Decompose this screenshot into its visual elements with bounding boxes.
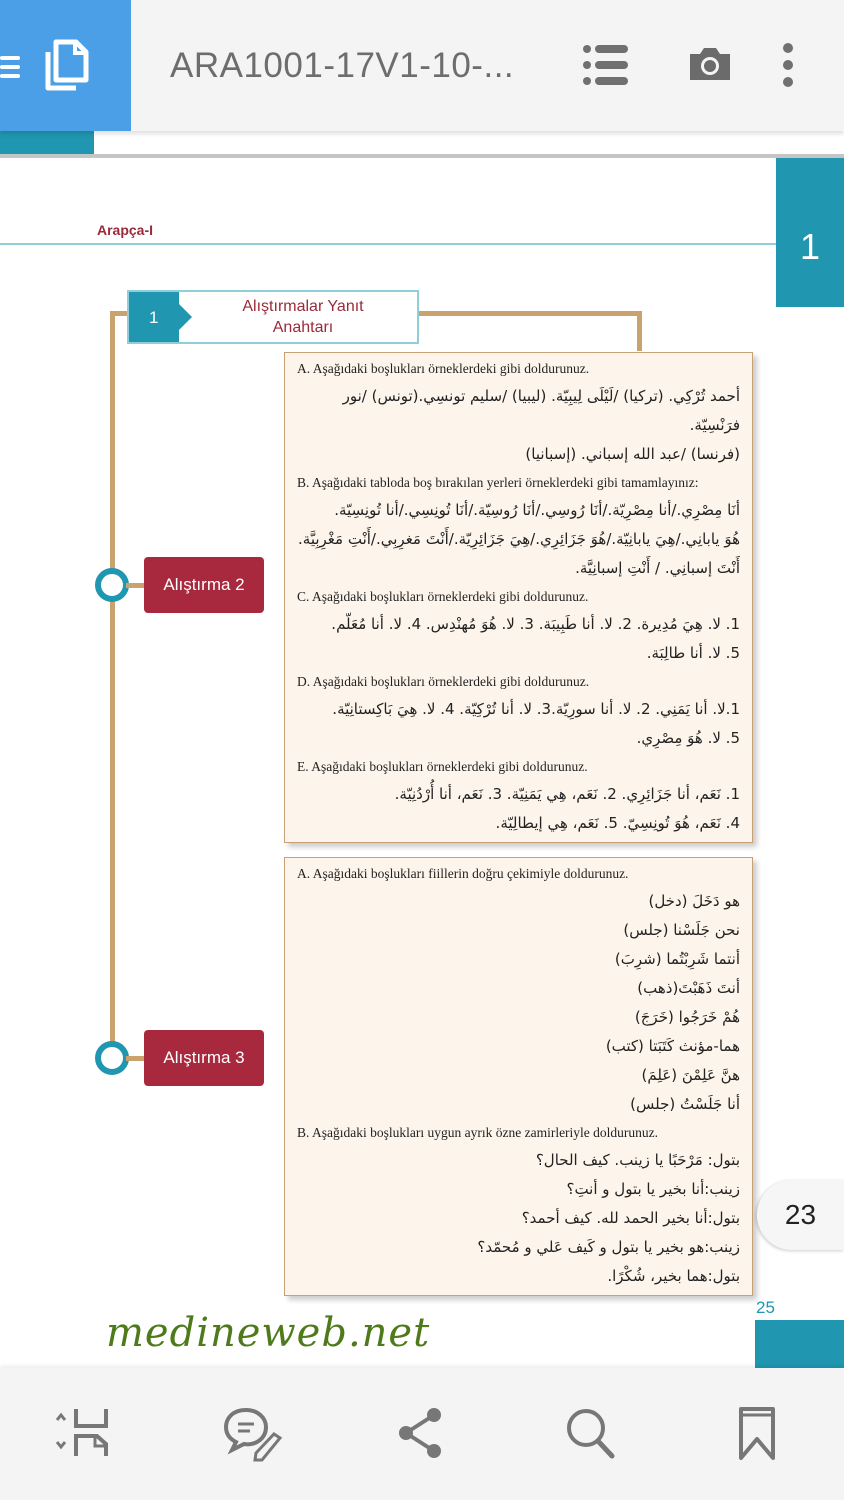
question-instruction: A. Aşağıdaki boşlukları örneklerdeki gibi doldurunuz. <box>297 361 590 376</box>
menu-icon[interactable] <box>0 56 20 78</box>
documents-icon <box>40 38 92 99</box>
printed-page-number: 25 <box>756 1298 775 1317</box>
arabic-answer-line: 5. لا. أنا طالِبَة. <box>646 644 740 662</box>
arabic-answer-line: هُمْ خَرَجُوا (خَرَجَ) <box>634 1008 740 1026</box>
arabic-answer-line: نحن جَلَسْنا (جلس) <box>623 921 740 939</box>
course-label: Arapça-I <box>97 222 154 238</box>
arabic-answer-line: هو دَخَلَ (دخل) <box>648 892 740 910</box>
bottom-toolbar <box>0 1368 844 1500</box>
page-mode-icon[interactable] <box>55 1406 109 1465</box>
section-number: 1 <box>129 292 179 342</box>
timeline-node <box>95 568 129 602</box>
section-title-line: Alıştırmalar Yanıt <box>242 298 364 315</box>
exercise-2-button[interactable]: Alıştırma 2 <box>144 557 264 613</box>
timeline-node <box>95 1041 129 1075</box>
arabic-answer-line: هنَّ عَلِمْنَ (عَلِمَ) <box>641 1066 740 1084</box>
question-instruction: A. Aşağıdaki boşlukları fiillerin doğru çekimiyle doldurunuz. <box>297 866 629 881</box>
arabic-answer-line: 1. لا. هِيَ مُدِيرة. 2. لا. أنا طَبِيبَة. 3. لا. هُوَ مُهنْدِس. 4. لا. أنا مُعَلّم. <box>331 615 740 633</box>
page-corner-decoration <box>755 1320 844 1368</box>
header-divider <box>0 243 776 245</box>
watermark: medineweb.net <box>106 1310 431 1356</box>
frame-line <box>110 311 115 1061</box>
arabic-answer-line: 1.لا. أنا يَمَنِي. 2. لا. أنا سورِيّة.3. لا. أنا تُرْكِيّة. 4. لا. هِيَ بَاكِستانِيّة. <box>332 700 740 718</box>
arabic-answer-line: أنتَ ذَهَبْتَ(ذهب) <box>637 979 740 997</box>
document-page <box>0 158 844 1368</box>
question-instruction: D. Aşağıdaki boşlukları örneklerdeki gibi doldurunuz. <box>297 674 590 689</box>
document-title: ARA1001-17V1-10-... <box>170 46 515 85</box>
top-app-bar <box>0 0 844 131</box>
annotate-icon[interactable] <box>222 1406 284 1467</box>
exercise-2-answer-box <box>284 352 753 843</box>
question-instruction: C. Aşağıdaki boşlukları örneklerdeki gibi doldurunuz. <box>297 589 589 604</box>
exercise-3-button[interactable]: Alıştırma 3 <box>144 1030 264 1086</box>
arabic-answer-line: زينب:هو بخير يا بتول و كَيف عَلي و مُحمّد؟ <box>477 1238 740 1256</box>
arabic-answer-line: أَنْتَ إسبانِي. / أَنْتِ إسبانِيَّة. <box>575 559 740 577</box>
arabic-answer-line: بتول: مَرْحَبًا يا زينب. كيف الحال؟ <box>535 1151 740 1169</box>
arabic-answer-line: أنَا مِصْرِي./أنا مِصْرِيّة./أنَا رُوسِي./أنَا رُوسِيّة./أنَا تُونِسِي./أنا تُونِسِيّة. <box>334 501 740 519</box>
arabic-answer-line: هما-مؤنث كَتَبَتا (كتب) <box>605 1037 740 1055</box>
question-instruction: B. Aşağıdaki boşlukları uygun ayrık özne zamirleriyle doldurunuz. <box>297 1125 659 1140</box>
section-title-line: Anahtarı <box>272 319 334 336</box>
camera-icon[interactable] <box>688 46 732 87</box>
section-title-box <box>127 290 419 344</box>
question-instruction: B. Aşağıdaki tabloda boş bırakılan yerleri örneklerdeki gibi tamamlayınız: <box>297 475 699 490</box>
arabic-answer-line: أنتما شَرِبْتُما (شرِبَ) <box>614 950 740 968</box>
arabic-answer-line: أحمد تُرْكِي. (تركيا) /لَيْلَى لِيبِيّة. (ليبيا) /سليم تونسِي.(تونس) /نور فرَنْسِيّة. <box>342 387 740 434</box>
documents-button[interactable] <box>0 0 131 131</box>
frame-line <box>637 311 642 351</box>
exercise-3-answer-box <box>284 857 753 1296</box>
share-icon[interactable] <box>396 1406 444 1465</box>
outline-list-icon[interactable] <box>582 40 630 95</box>
arabic-answer-line: بتول:أنا بخير الحمد لله. كيف أحمد؟ <box>521 1209 740 1227</box>
node-connector <box>126 1056 146 1061</box>
chapter-tab: 1 <box>776 158 844 307</box>
arabic-answer-line: 4. نَعَم، هُوَ تُونِسِيّ. 5. نَعَم، هِي إيطالِيّة. <box>495 814 740 832</box>
node-connector <box>126 583 146 588</box>
progress-strip <box>0 131 844 156</box>
arabic-answer-line: بتول:هما بخير، شُكْرًا. <box>607 1267 740 1285</box>
question-instruction: E. Aşağıdaki boşlukları örneklerdeki gibi doldurunuz. <box>297 759 588 774</box>
progress-indicator <box>0 131 94 154</box>
arabic-answer-line: 5. لا. هُوَ مِصْرِي. <box>636 729 740 747</box>
arabic-answer-line: (فرنسا) /عبد الله إسباني. (إسبانيا) <box>525 445 740 463</box>
arabic-answer-line: هُوَ يابانِي./هِيَ يابانِيّة./هُوَ جَزَائِرِي./هِيَ جَزَائِرِيّة./أَنْتَ مَغرِبِي./أَنْتِ مَغْرِبِيَّة. <box>298 530 740 548</box>
section-title <box>189 296 417 338</box>
current-page-indicator[interactable]: 23 <box>757 1180 844 1250</box>
arabic-answer-line: أنا جَلَسْتُ (جلس) <box>630 1095 740 1113</box>
search-icon[interactable] <box>564 1406 618 1465</box>
bookmark-icon[interactable] <box>737 1406 777 1467</box>
answer-boxes <box>284 352 753 1296</box>
more-vertical-icon[interactable] <box>780 42 796 93</box>
arabic-answer-line: زينب:أنا بخير يا بتول و أنتِ؟ <box>566 1180 740 1198</box>
arabic-answer-line: 1. نَعَم، أنا جَزَائِرِي. 2. نَعَم، هِي يَمَنِيّة. 3. نَعَم، أنا أُرْدُنِيّة. <box>394 785 740 803</box>
